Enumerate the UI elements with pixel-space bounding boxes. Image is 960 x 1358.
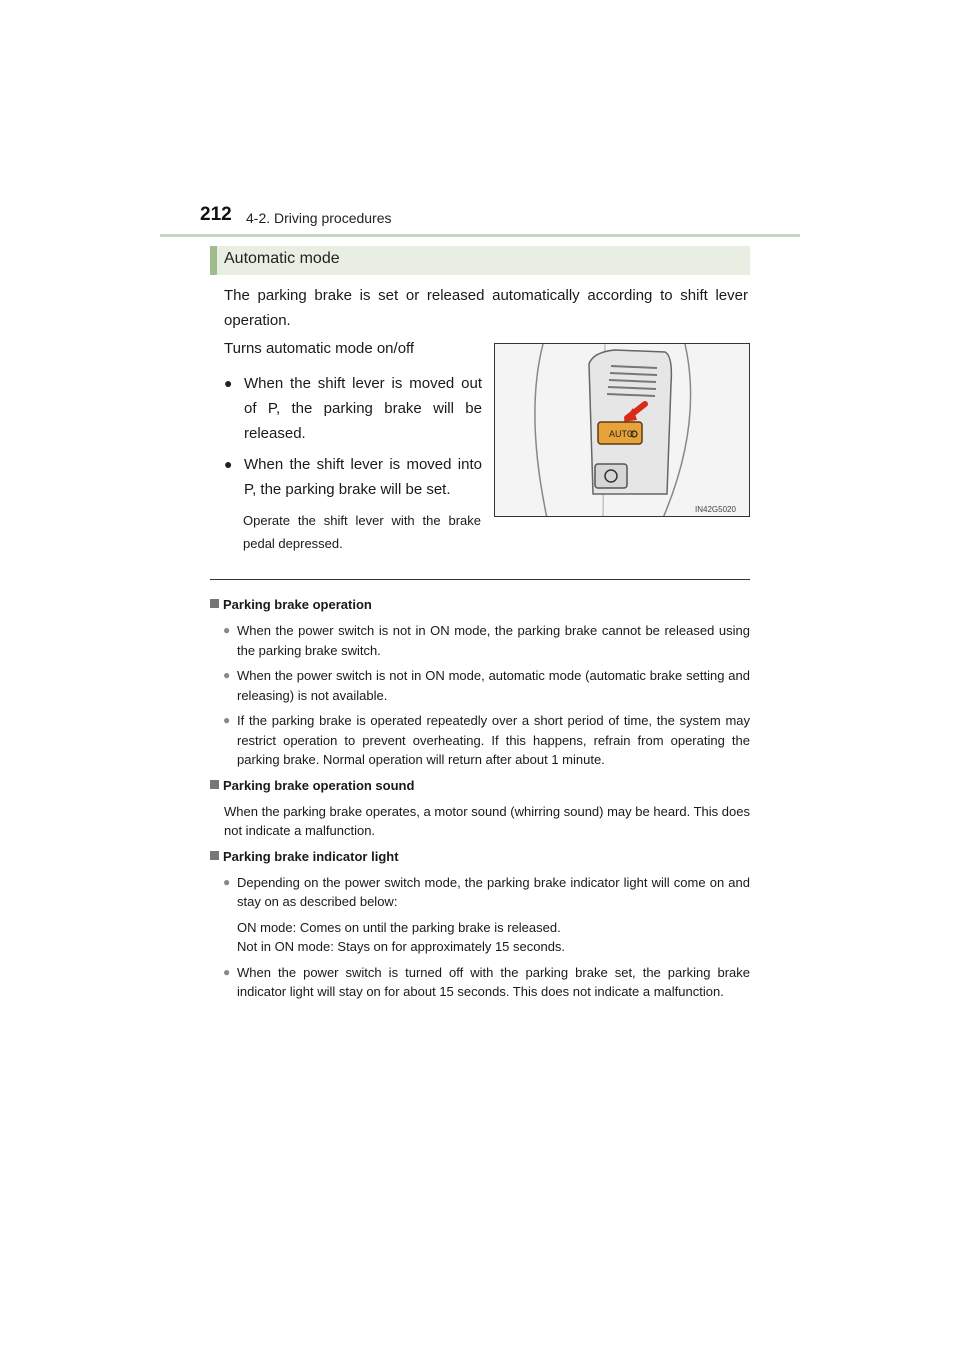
operation-note: Operate the shift lever with the brake pedal depressed. [243,513,481,551]
section-accent [210,246,217,275]
bullet-icon: ● [223,623,231,637]
bullet-icon: ● [223,874,231,889]
bullet-icon: ● [224,456,233,472]
section-heading-bar [210,246,750,275]
bullet-icon: ● [223,668,231,682]
main-bullet-list [224,371,482,508]
info-heading: Parking brake indicator light [210,847,750,867]
switch-drawing [495,344,750,517]
square-bullet-icon [210,780,219,789]
bullet-icon: ● [224,375,233,391]
square-bullet-icon [210,599,219,608]
info-heading: Parking brake operation [210,595,750,615]
square-bullet-icon [210,851,219,860]
toggle-title: Turns automatic mode on/off [224,340,415,357]
bullet-icon: ● [223,964,231,979]
info-item: ● Depending on the power switch mode, the parking brake indicator light will come on and stay on as described below: [223,874,750,909]
auto-switch-illustration [494,343,750,517]
info-text: When the parking brake operates, a motor sound (whirring sound) may be heard. This does not indicate a malfunction. [224,803,750,838]
page-number: 212 [200,204,232,225]
info-section [210,589,750,1008]
info-item: ● When the power switch is turned off with the parking brake set, the parking brake indicator light will stay on for about 15 seconds. This does not indicate a malfunction. [223,964,750,999]
info-detail-line: Not in ON mode: Stays on for approximately 15 seconds. [237,939,566,954]
list-item-text: When the shift lever is moved out of P, the parking brake will be released. [244,375,482,442]
info-detail-line: ON mode: Comes on until the parking brake is released. [237,919,561,935]
chapter-title: 4-2. Driving procedures [246,210,392,226]
info-item: ● If the parking brake is operated repeatedly over a short period of time, the system may restrict operation to prevent overheating. If this happens, refrain from operating the parking brake. Normal operation will return after about 1 minute. [223,713,750,767]
figure-code: IN42G5020 [695,505,736,514]
info-item: ● When the power switch is not in ON mode, the parking brake cannot be released using the parking brake switch. [223,623,750,658]
page-header [160,204,800,237]
auto-button-label: AUTO [609,429,634,439]
section-intro: The parking brake is set or released automatically according to shift lever operation. [224,287,748,329]
info-detail [210,918,750,957]
list-item [224,371,482,446]
bullet-icon: ● [223,713,231,727]
info-item: ● When the power switch is not in ON mode, automatic mode (automatic brake setting and releasing) is not available. [223,668,750,703]
info-heading: Parking brake operation sound [210,776,750,796]
section-title: Automatic mode [224,250,340,267]
list-item-text: When the shift lever is moved into P, the parking brake will be set. [244,456,482,498]
section-divider [210,579,750,580]
list-item [224,452,482,502]
